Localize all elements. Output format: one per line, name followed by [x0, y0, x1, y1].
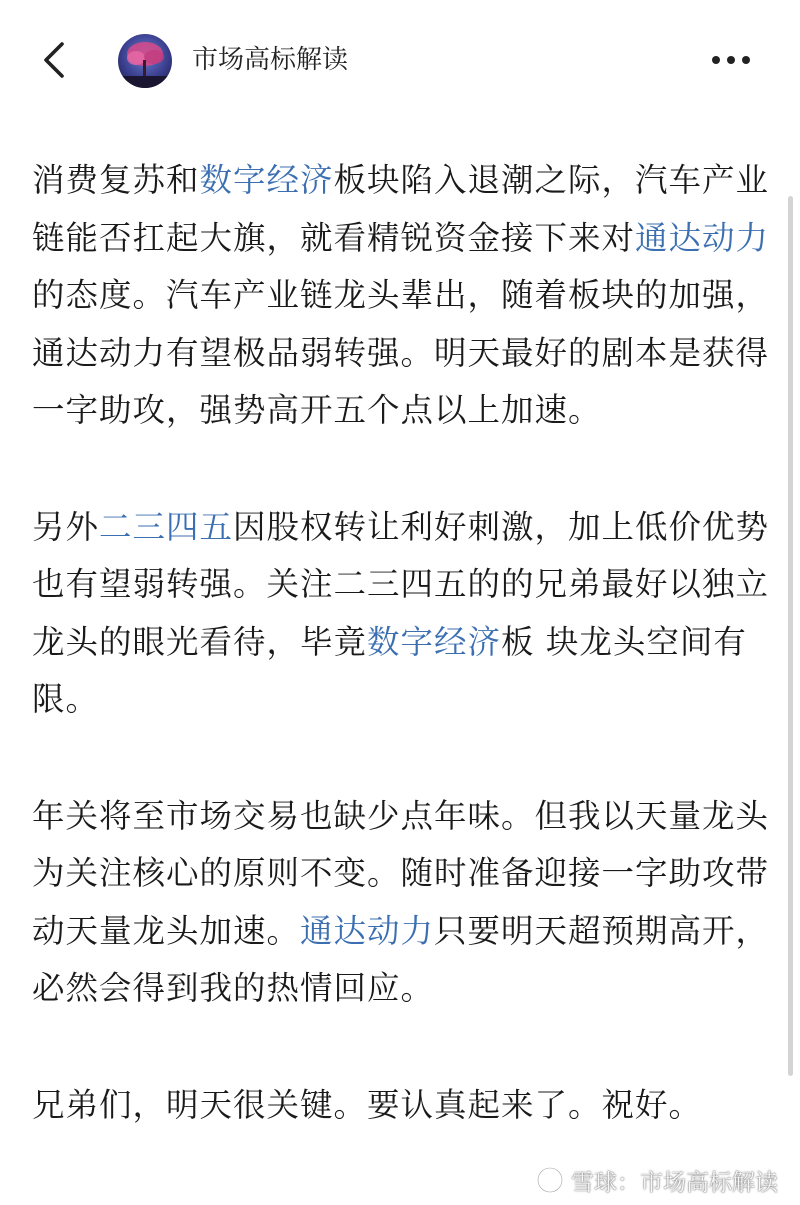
back-button[interactable] [34, 38, 78, 82]
text-segment: 板块陷入退潮之际，汽车产业链能否扛起大旗，就看精锐资金接下来对 [32, 161, 770, 257]
stock-link-tongda-power[interactable]: 通达动力 [300, 911, 435, 950]
top-bar [0, 0, 800, 120]
snowball-logo-icon [535, 1165, 565, 1195]
text-segment: 兄弟们，明天很关键。要认真起来了。祝好。 [32, 1085, 703, 1124]
avatar-image [118, 34, 172, 88]
text-segment: 的态度。汽车产业链龙头辈出，随着板块的加强，通达动力有望极品弱转强。明天最好的剧本是获得一字助攻，强势高开五个点以上加速。 [32, 276, 770, 429]
text-segment: 另外 [32, 507, 100, 546]
author-name[interactable]: 市场高标解读 [192, 45, 349, 75]
text-segment: 板 块龙头空间有限。 [32, 622, 747, 718]
chevron-left-icon [34, 38, 78, 82]
topic-link-digital-economy[interactable]: 数字经济 [367, 622, 502, 661]
text-segment: 只要明天超预期高开，必然会得到我的热情回应。 [32, 911, 770, 1007]
paragraph [32, 499, 772, 729]
paragraph [32, 1077, 772, 1135]
text-segment: 因股权转让利好刺激，加上低价优势也有望弱转强。关注二三四五的的兄弟最好以独立龙头的眼光看待，毕竟 [32, 507, 770, 661]
avatar[interactable] [118, 34, 172, 88]
text-segment: 年关将至市场交易也缺少点年味。但我以天量龙头为关注核心的原则不变。随时准备迎接一字助攻带动天量龙头加速。 [32, 796, 770, 950]
article-body [32, 152, 772, 1193]
more-horizontal-icon [708, 42, 754, 78]
more-button[interactable] [708, 42, 754, 78]
stock-link-2345[interactable]: 二三四五 [99, 507, 234, 546]
watermark [535, 1162, 778, 1198]
stock-link-tongda-power[interactable]: 通达动力 [635, 218, 770, 257]
topic-link-digital-economy[interactable]: 数字经济 [199, 161, 334, 199]
scrollbar[interactable] [788, 196, 793, 1076]
watermark-text: 雪球：市场高标解读 [571, 1169, 778, 1196]
paragraph [32, 152, 772, 440]
text-segment: 消费复苏和 [32, 161, 200, 199]
paragraph [32, 788, 772, 1018]
